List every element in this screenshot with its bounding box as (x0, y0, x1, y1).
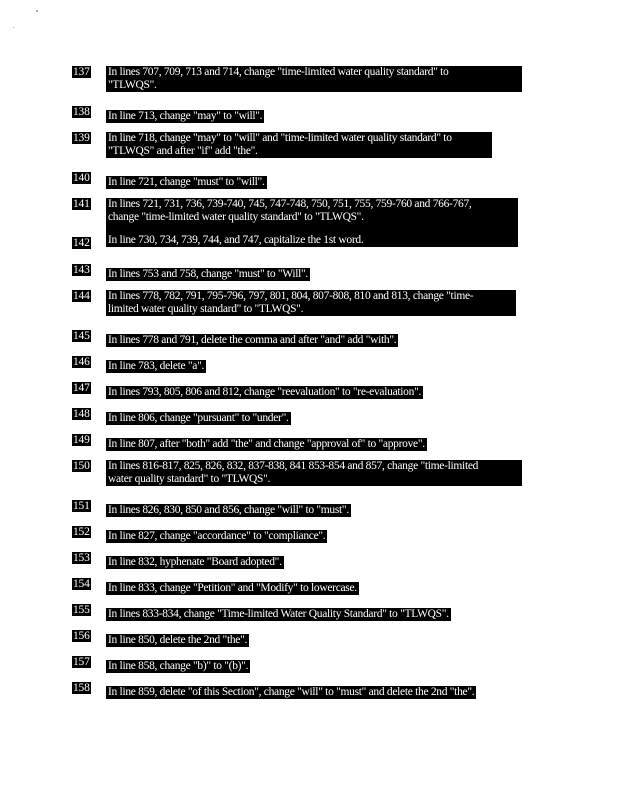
item-text: "TLWQS". (108, 79, 520, 92)
item-number: 140 (73, 172, 90, 184)
item-text: change "time-limited water quality standard" to "TLWQS". (108, 211, 516, 224)
item-text-block (106, 290, 516, 316)
item-number: 155 (73, 604, 90, 616)
item-text: In line 783, delete "a". (108, 360, 205, 372)
item-text-block (106, 66, 522, 92)
item-number: 143 (73, 264, 90, 276)
item-number: 152 (73, 526, 90, 538)
item-text: In line 718, change "may" to "will" and "time-limited water quality standard" to (108, 132, 490, 145)
item-text-block (106, 198, 518, 247)
item-number: 150 (73, 460, 90, 472)
scan-speck (13, 27, 14, 28)
item-text: In lines 778 and 791, delete the comma and after "and" add "with". (108, 334, 397, 346)
item-text: limited water quality standard" to "TLWQS". (108, 303, 514, 316)
item-text: In line 807, after "both" add "the" and change "approval of" to "approve". (108, 438, 425, 450)
item-text: "TLWQS" and after "if" add "the". (108, 145, 490, 158)
item-number: 139 (73, 132, 90, 144)
item-text: In line 713, change "may" to "will". (108, 110, 263, 122)
item-number: 145 (73, 330, 90, 342)
item-text: In line 730, 734, 739, 744, and 747, capitalize the 1st word. (108, 234, 516, 247)
item-number: 147 (73, 382, 90, 394)
item-text: In line 858, change "b)" to "(b)". (108, 660, 249, 672)
item-number: 151 (73, 500, 90, 512)
item-text: In lines 721, 731, 736, 739-740, 745, 747-748, 750, 751, 755, 759-760 and 766-767, (108, 198, 516, 211)
item-text: In lines 753 and 758, change "must" to "Will". (108, 268, 308, 280)
item-text: In line 850, delete the 2nd "the". (108, 634, 248, 646)
item-text: In lines 816-817, 825, 826, 832, 837-838, 841 853-854 and 857, change "time-limited (108, 460, 520, 473)
item-number: 148 (73, 408, 90, 420)
item-number: 149 (73, 434, 90, 446)
item-number: 154 (73, 578, 90, 590)
item-text-block (106, 460, 522, 486)
item-text: In lines 833-834, change "Time-limited Water Quality Standard" to "TLWQS". (108, 608, 449, 620)
item-number: 156 (73, 630, 90, 642)
item-text: In line 827, change "accordance" to "compliance". (108, 530, 326, 542)
item-text: In lines 778, 782, 791, 795-796, 797, 801, 804, 807-808, 810 and 813, change "time- (108, 290, 514, 303)
item-text: In line 832, hyphenate "Board adopted". (108, 556, 282, 568)
scan-speck (36, 10, 38, 12)
item-number: 153 (73, 552, 90, 564)
item-text: In line 833, change "Petition" and "Modify" to lowercase. (108, 582, 357, 594)
item-number: 158 (73, 682, 90, 694)
item-text: In lines 826, 830, 850 and 856, change "will" to "must". (108, 504, 349, 516)
item-number: 144 (73, 290, 90, 302)
item-number: 157 (73, 656, 90, 668)
item-text: In line 859, delete "of this Section", change "will" to "must" and delete the 2nd "the". (108, 686, 475, 698)
item-number: 141 (73, 198, 90, 210)
item-text: In line 806, change "pursuant" to "under". (108, 412, 289, 424)
item-text: In lines 793, 805, 806 and 812, change "reevaluation" to "re-evaluation". (108, 386, 422, 398)
item-number: 146 (73, 356, 90, 368)
item-number: 138 (73, 106, 90, 118)
item-text-block (106, 132, 492, 158)
item-number: 142 (73, 237, 90, 249)
item-number: 137 (73, 66, 90, 78)
item-text: In lines 707, 709, 713 and 714, change "time-limited water quality standard" to (108, 66, 520, 79)
item-text: In line 721, change "must" to "will". (108, 176, 265, 188)
item-text: water quality standard" to "TLWQS". (108, 473, 520, 486)
